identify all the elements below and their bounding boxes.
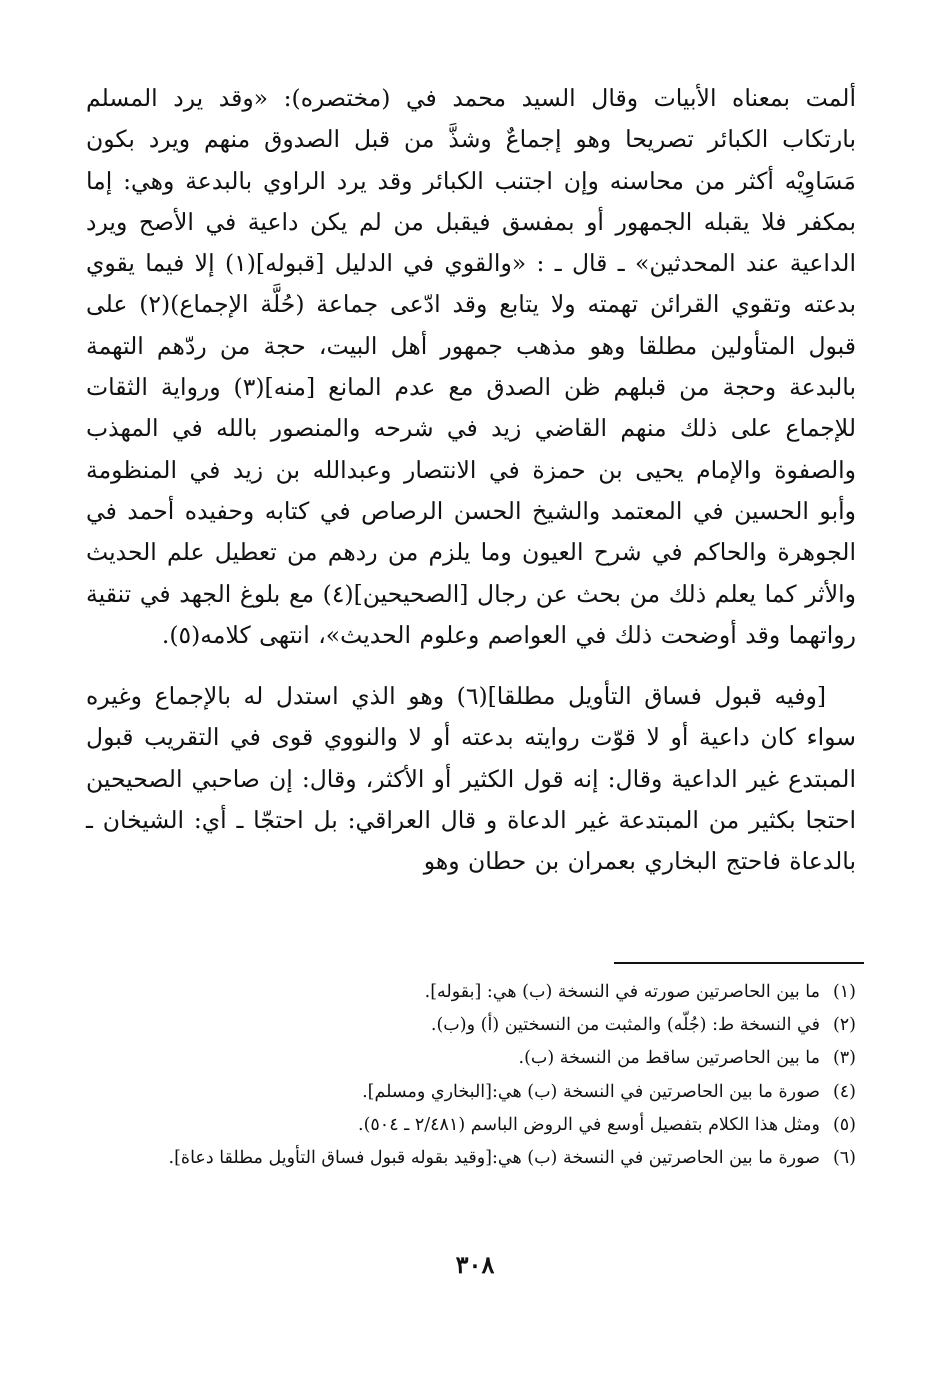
body-paragraph-2: [وفيه قبول فساق التأويل مطلقا](٦) وهو الذي استدل له بالإجماع وغيره سواء كان داعية أو لا قوّت روايته بدعته أو لا والنووي قوى في التقريب قبول المبتدع غير الداعية وقال: إنه قول الكثير أو الأكثر، وقال: إن صاحبي الصحيحين احتجا بكثير من المبتدعة غير الدعاة و قال العراقي: بل احتجّا ـ أي: الشيخان ـ بالدعاة فاحتج البخاري بعمران بن حطان وهو [86,682,856,876]
footnote-3 [86,1042,856,1075]
footnote-text: في النسخة ط: (جُلّه) والمثبت من النسختين (أ) و(ب). [430,1015,820,1036]
footnotes [86,976,856,1175]
page-number: ٣٠٨ [455,1250,495,1279]
footnote-number: (١) [832,982,856,1002]
footnote-number: (٢) [832,1015,856,1036]
footnote-separator [614,962,864,964]
footnote-4 [86,1076,856,1109]
footnote-text: صورة ما بين الحاصرتين في النسخة (ب) هي:[وقيد بقوله قبول فساق التأويل مطلقا دعاة]. [168,1148,820,1169]
footnote-text: صورة ما بين الحاصرتين في النسخة (ب) هي:[البخاري ومسلم]. [362,1081,820,1102]
footnote-5 [86,1109,856,1142]
body-paragraph-1: ألمت بمعناه الأبيات وقال السيد محمد في (مختصره): «وقد يرد المسلم بارتكاب الكبائر تصريحا وهو إجماعٌ وشذَّ من قبل الصدوق منهم ويرد بكون مَسَاوِيْه أكثر من محاسنه وإن اجتنب الكبائر وقد يرد الراوي بالبدعة وهي: إما بمكفر فلا يقبله الجمهور أو بمفسق فيقبل من لم يكن داعية في الأصح ويرد الداعية عند المحدثين» ـ قال ـ : «والقوي في الدليل [قبوله](١) إلا فيما يقوي بدعته وتقوي القرائن تهمته ولا يتابع وقد ادّعى جماعة (حُلَّة الإجماع)(٢) على قبول المتأولين مطلقا وهو مذهب جمهور أهل البيت، حجة من ردّهم التهمة بالبدعة وحجة من قبلهم ظن الصدق مع عدم المانع [منه](٣) ورواية الثقات للإجماع على ذلك منهم القاضي زيد في شرحه والمنصور بالله في المهذب والصفوة والإمام يحيى بن حمزة في الانتصار وعبدالله بن زيد في المنظومة وأبو الحسين في المعتمد والشيخ الحسن الرصاص في كتابه وحفيده أحمد في الجوهرة والحاكم في شرح العيون وما يلزم من ردهم من تعطيل علم الحديث والأثر كما يعلم ذلك من بحث عن رجال [الصحيحين](٤) مع بلوغ الجهد في تنقية رواتهما وقد أوضحت ذلك في العواصم وعلوم الحديث»، انتهى كلامه(٥). [86,84,856,649]
footnote-number: (٣) [832,1048,856,1069]
footnote-1 [86,976,856,1009]
footnote-text: ما بين الحاصرتين صورته في النسخة (ب) هي: [بقوله]. [424,982,820,1002]
footnote-text: ومثل هذا الكلام بتفصيل أوسع في الروض الباسم (٢/٤٨١ ـ ٥٠٤). [358,1114,820,1135]
footnote-number: (٥) [832,1114,856,1135]
footnote-number: (٦) [832,1148,856,1169]
footnote-2 [86,1009,856,1042]
footnote-number: (٤) [832,1081,856,1102]
footnote-6 [86,1142,856,1175]
main-text [86,78,856,883]
footnote-text: ما بين الحاصرتين ساقط من النسخة (ب). [518,1048,820,1069]
